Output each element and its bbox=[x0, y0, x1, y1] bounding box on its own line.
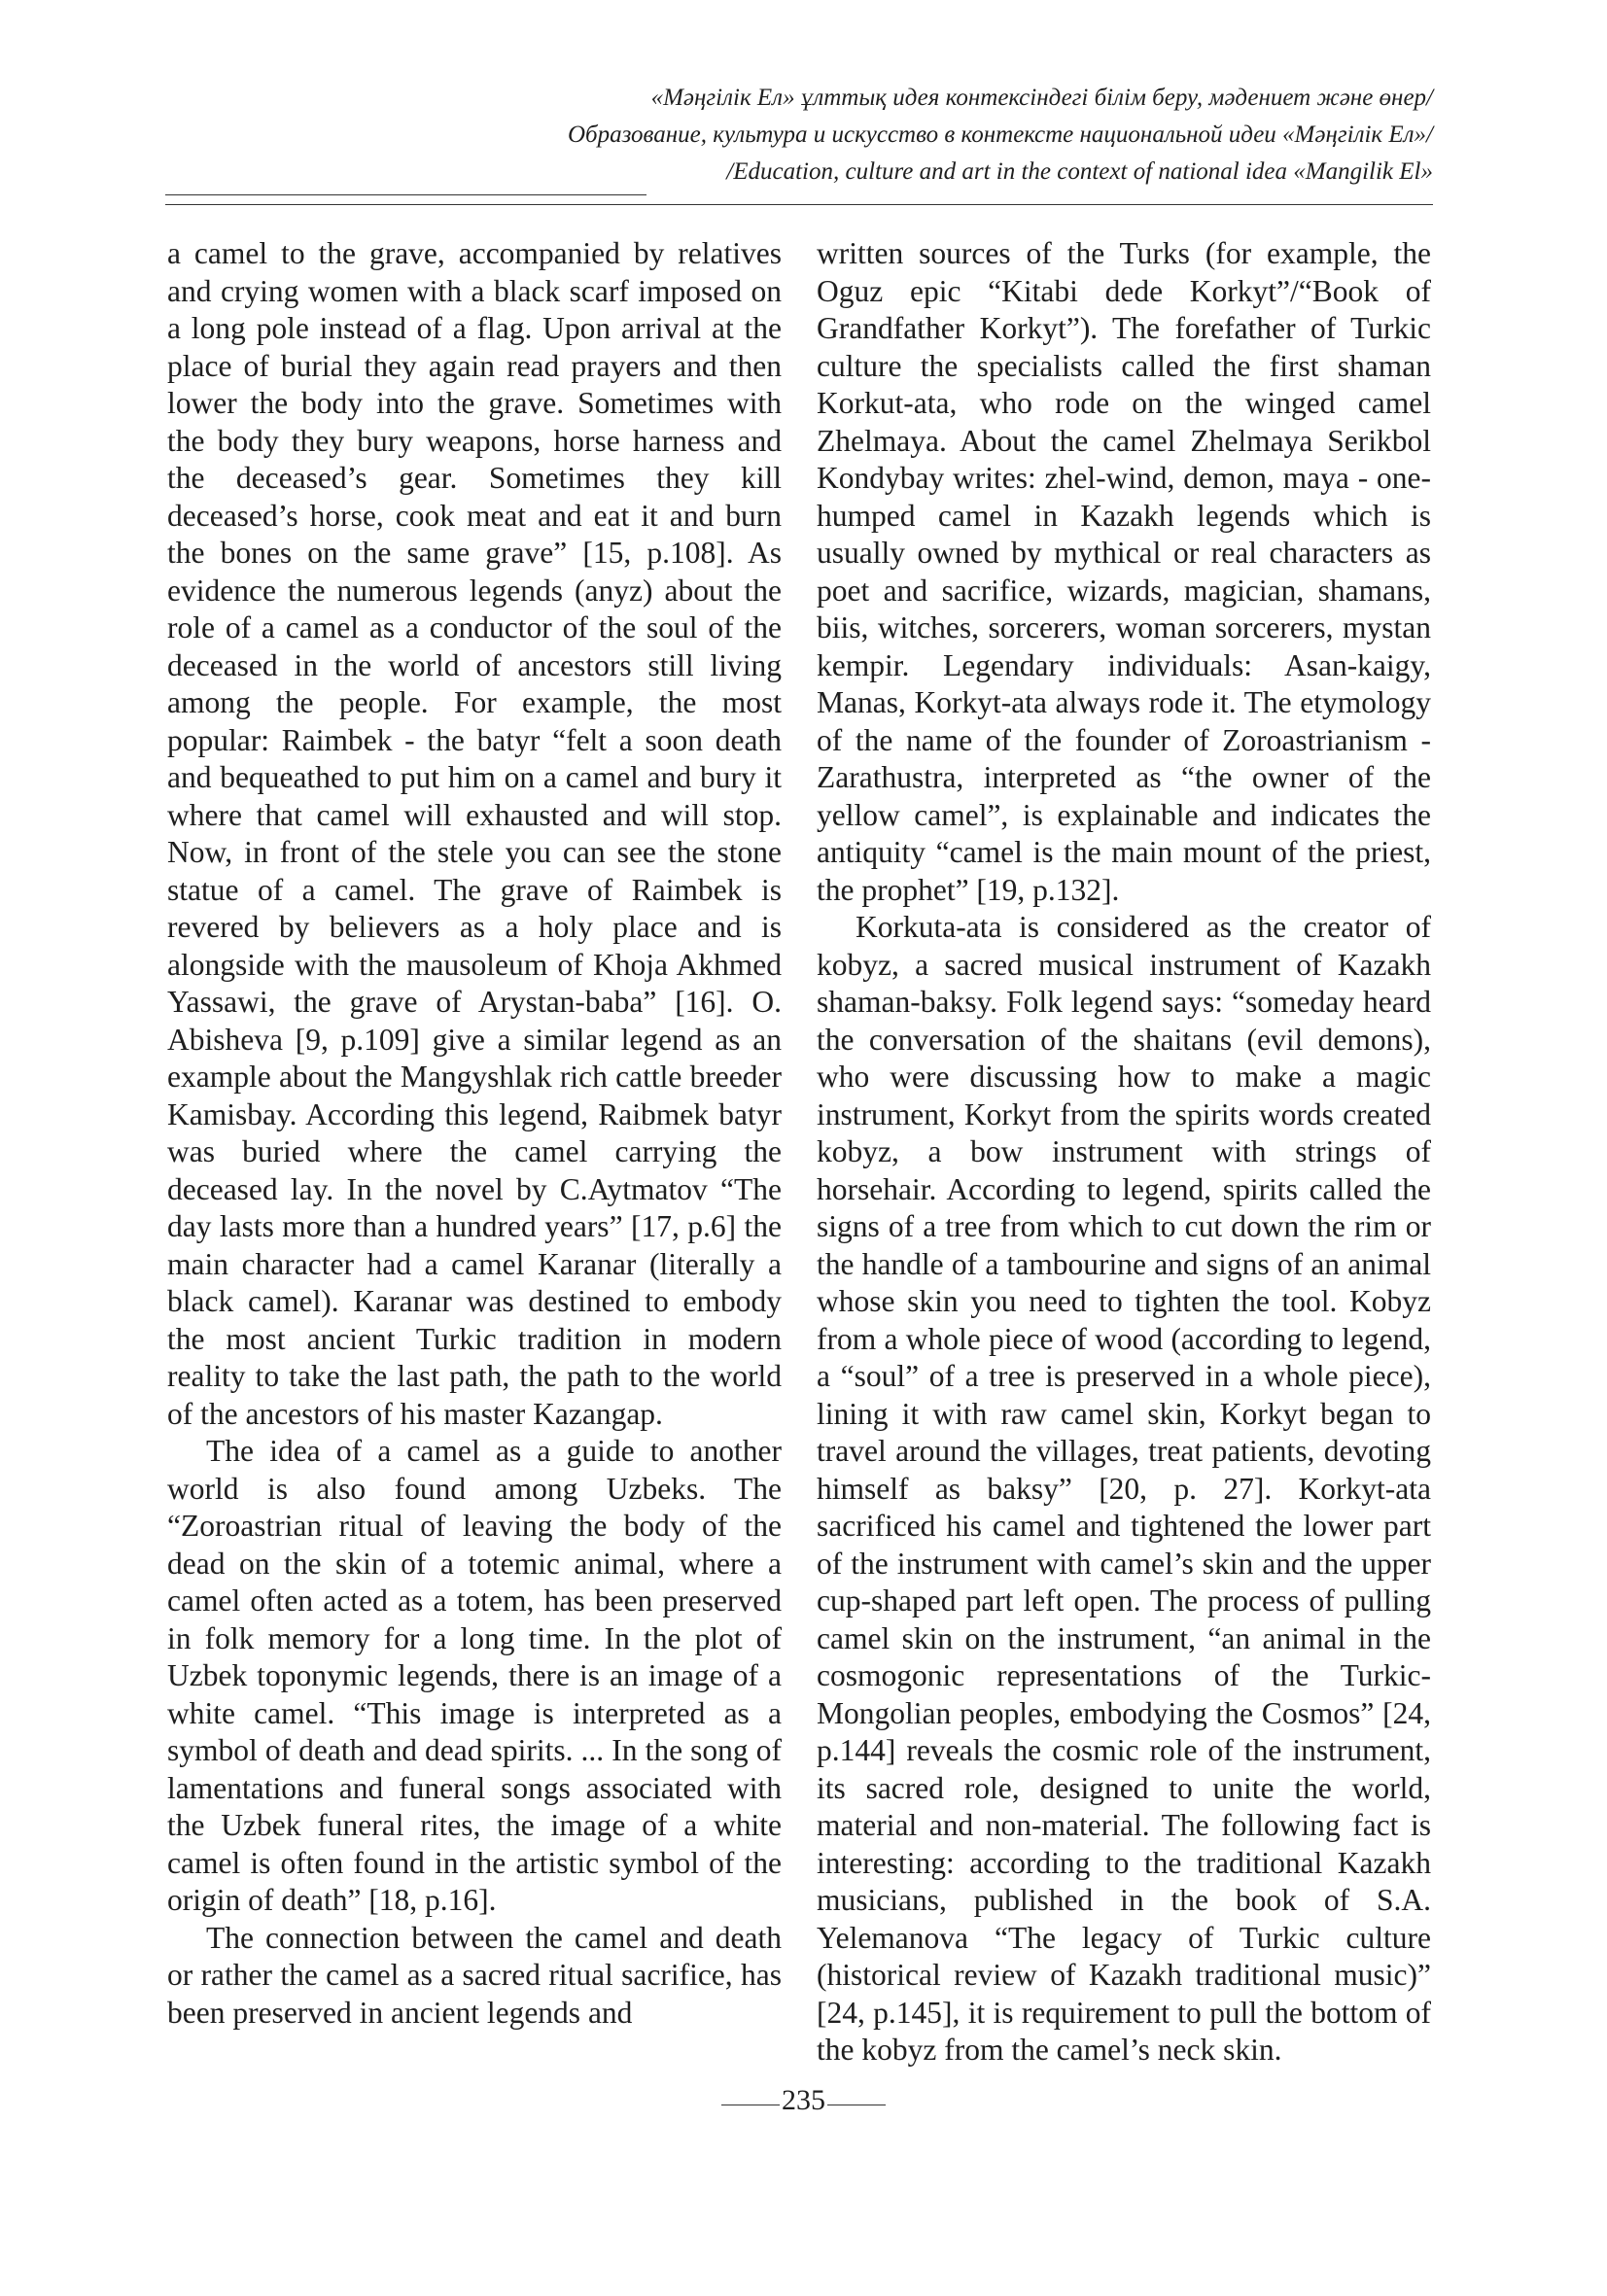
header-short-rule bbox=[165, 194, 646, 195]
paragraph: The idea of a camel as a guide to another world is also found among Uzbeks. The “Zoroastrian ritual of leaving the body of the dead on the skin of a totemic animal, where a camel often acted as a totem, has been preserved in folk memory for a long time. In the plot of Uzbek toponymic legends, there is an image of a white camel. “This image is interpreted as a symbol of death and dead spirits. ... In the song of lamentations and funeral songs associated with the Uzbek funeral rites, the image of a white camel is often found in the artistic symbol of the origin of death” [18, p.16]. bbox=[167, 1434, 782, 1917]
header-line-english: /Education, culture and art in the context of national idea «Mangilik El» bbox=[726, 158, 1433, 185]
page-number: 235 bbox=[782, 2084, 825, 2116]
header-divider bbox=[165, 204, 1433, 205]
paragraph: The connection between the camel and death or rather the camel as a sacred ritual sacrifice, has been preserved in ancient legends and bbox=[167, 1920, 782, 2030]
paragraph: Korkuta-ata is considered as the creator of kobyz, a sacred musical instrument of Kazakh shaman-baksy. Folk legend says: “someday heard the conversation of the shaitans (evil demons), who were discussing how to make a magic instrument, Korkyt from the spirits words created kobyz, a bow instrument with strings of horsehair. According to legend, spirits called the signs of a tree from which to cut down the rim or the handle of a tambourine and signs of an animal whose skin you need to tighten the tool. Kobyz from a whole piece of wood (according to legend, a “soul” of a tree is preserved in a whole piece), lining it with raw camel skin, Korkyt began to travel around the villages, treat patients, devoting himself as baksy” [20, p. 27]. Korkyt-ata sacrificed his camel and tightened the lower part of the instrument with camel’s skin and the upper cup-shaped part left open. The process of pulling camel skin on the instrument, “an animal in the cosmogonic representations of the Turkic-Mongolian peoples, embodying the Cosmos” [24, p.144] reveals the cosmic role of the instrument, its sacred role, designed to unite the world, material and non-material. The following fact is interesting: according to the traditional Kazakh musicians, published in the book of S.A. Yelemanova “The legacy of Turkic culture (historical review of Kazakh traditional music)” [24, p.145], it is requirement to pull the bottom of the kobyz from the camel’s neck skin. bbox=[817, 910, 1431, 2067]
header-line-russian: Образование, культура и искусство в контексте национальной идеи «Мәңгілік Ел»/ bbox=[567, 122, 1433, 148]
right-column bbox=[817, 235, 1431, 2070]
left-column bbox=[167, 235, 782, 2032]
paragraph: written sources of the Turks (for example, the Oguz epic “Kitabi dede Korkyt”/“Book of Grandfather Korkyt”). The forefather of Turkic culture the specialists called the first shaman Korkut-ata, who rode on the winged camel Zhelmaya. About the camel Zhelmaya Serikbol Kondybay writes: zhel-wind, demon, maya - one-humped camel in Kazakh legends which is usually owned by mythical or real characters as poet and sacrifice, wizards, magician, shamans, biis, witches, sorcerers, woman sorcerers, mystan kempir. Legendary individuals: Asan-kaigy, Manas, Korkyt-ata always rode it. The etymology of the name of the founder of Zoroastrianism - Zarathustra, interpreted as “the owner of the yellow camel”, is explainable and indicates the antiquity “camel is the main mount of the priest, the prophet” [19, p.132]. bbox=[817, 236, 1431, 907]
page-footer bbox=[0, 2083, 1607, 2118]
paragraph: a camel to the grave, accompanied by relatives and crying women with a black scarf imposed on a long pole instead of a flag. Upon arrival at the place of burial they again read prayers and then lower the body into the grave. Sometimes with the body they bury weapons, horse harness and the deceased’s gear. Sometimes they kill deceased’s horse, cook meat and eat it and burn the bones on the same grave” [15, p.108]. As evidence the numerous legends (anyz) about the role of a camel as a conductor of the soul of the deceased in the world of ancestors still living among the people. For example, the most popular: Raimbek - the batyr “felt a soon death and bequeathed to put him on a camel and bury it where that camel will exhausted and will stop. Now, in front of the stele you can see the stone statue of a camel. The grave of Raimbek is revered by believers as a holy place and is alongside with the mausoleum of Khoja Akhmed Yassawi, the grave of Arystan-baba” [16]. O. Abisheva [9, p.109] give a similar legend as an example about the Mangyshlak rich cattle breeder Kamisbay. According this legend, Raibmek batyr was buried where the camel carrying the deceased lay. In the novel by C.Aytmatov “The day lasts more than a hundred years” [17, p.6] the main character had a camel Karanar (literally a black camel). Karanar was destined to embody the most ancient Turkic tradition in modern reality to take the last path, the path to the world of the ancestors of his master Kazangap. bbox=[167, 236, 782, 1431]
running-header bbox=[165, 80, 1433, 191]
header-line-kazakh: «Мәңгілік Ел» ұлттық идея контексіндегі білім беру, мәдениет және өнер/ bbox=[650, 85, 1433, 111]
